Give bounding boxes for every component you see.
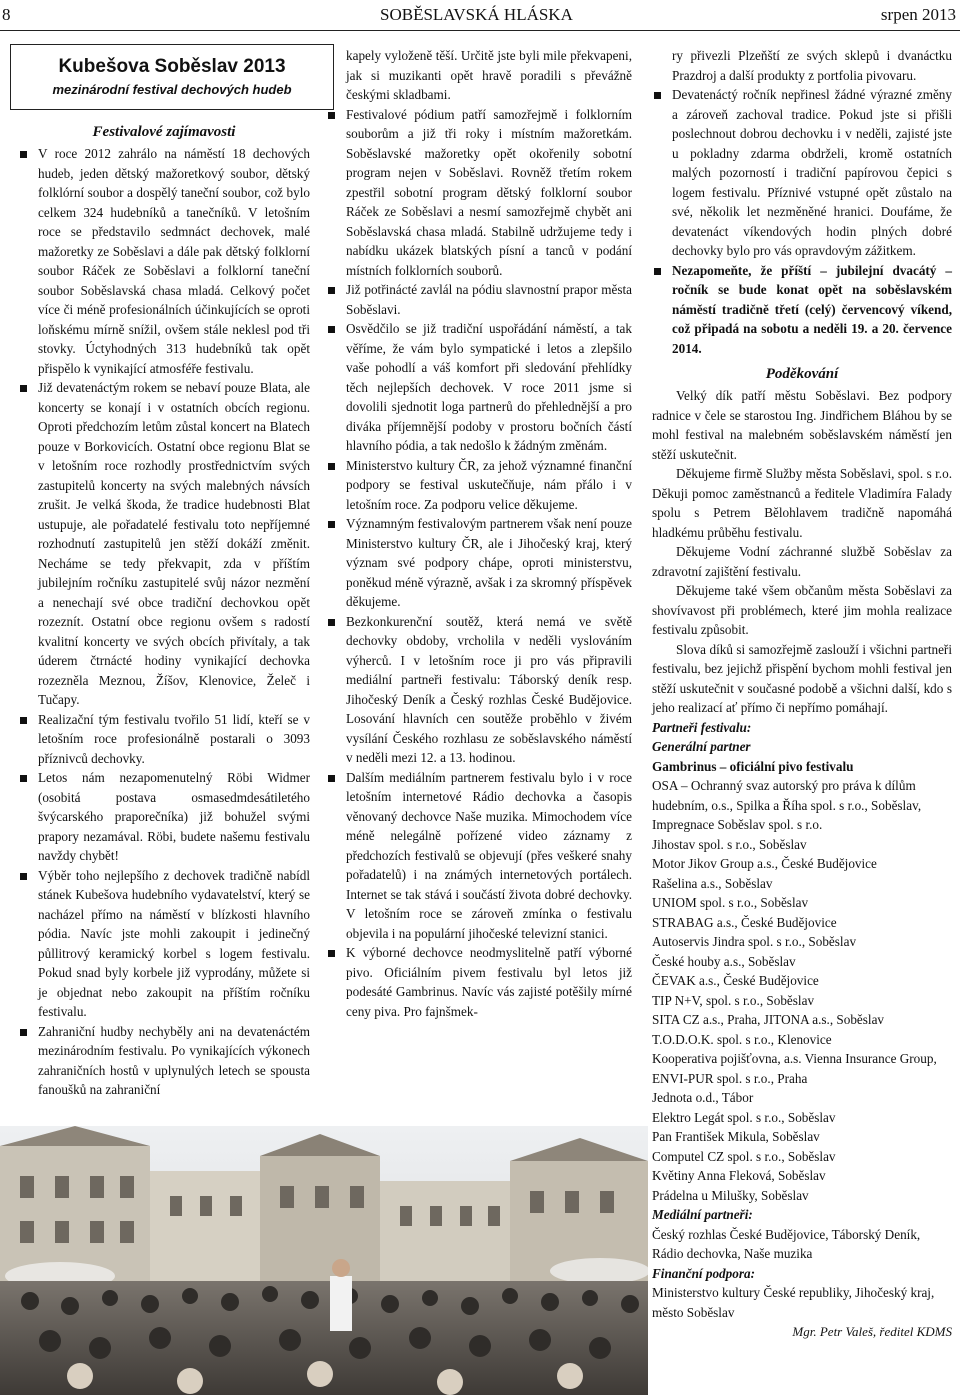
thanks-paragraph: Děkujeme firmě Služby města Soběslavi, spol. s r.o. Děkuji pomoc zaměstnanců a ředitele Vladimíra Falady spolu s Petrem Bělohlavem tradičně napomáhá hladkému průběhu festivalu.: [652, 466, 952, 540]
partner-item: SITA CZ a.s., Praha, JITONA a.s., Soběslav: [652, 1012, 885, 1027]
partner-item: Rašelina a.s., Soběslav: [652, 875, 773, 891]
partner-item: ČEVAK a.s., České Budějovice: [652, 973, 819, 988]
thanks-heading: Poděkování: [765, 366, 839, 382]
list-item: Již devatenáctým rokem se nebaví pouze Blata, ale koncerty se konají i v ostatních obcích regionu. Oproti předchozím letům zůstal koncert na Blatech pouze v Borkovicích. Ostatní obce regionu Blat se v letošním roce rozhodly prostřednictvím svých zastupitelů koncerty na svých malebných návsích zrušit. Je velká škoda, že tradice hudebnosti Blat ustupuje, ale pořadatelé festivalu toto nepříjemné rozhodnutí zastupitelů jen stěží dokáží změnit. Necháme se tedy překvapit, zda v příštím jubilejním ročníku zastupitelé svůj názor nezmění a nenechají své obce tradiční dechovkou opět rozeznít. Ostatní obce regionu ovšem s radostí kvalitní koncerty ve svých obcích přivítaly, a tak úderem čtrnácté hodiny vynikající dechovka rozezněla Meznou, Žíšov, Klenovice, Želeč i Tučapy.: [18, 378, 310, 710]
partner-item: Pan František Mikula, Soběslav: [652, 1129, 820, 1144]
festival-crowd-photo: [0, 1126, 648, 1395]
partner-item: UNIOM spol. s r.o., Soběslav: [652, 895, 809, 910]
announcement-item: Nezapomeňte, že příští – jubilejní dvacátý – ročník se bude konat opět na soběslavském náměstí tradičně třetí (celý) červencový víkend, což připadá na sobotu a neděli 19. a 20. července 2014.: [652, 261, 952, 359]
page-header: [0, 0, 960, 30]
partner-item: OSA – Ochranný svaz autorský pro práva k dílům hudebním, o.s., Spilka a Říha spol. s r.o., Soběslav, Impregnace Soběslav spol. s r.o.: [652, 778, 922, 832]
page-number: 8: [2, 5, 11, 24]
list-item: Významným festivalovým partnerem však není pouze Ministerstvo kultury ČR, ale i Jihočeský kraj, který význam své podpory chápe, oproti ministerstvu, poněkud méně výrazně, avšak i za skromný příspěvek děkujeme.: [326, 514, 632, 612]
media-partners: Český rozhlas České Budějovice, Táborský Deník, Rádio dechovka, Naše muzika: [652, 1226, 921, 1261]
partners-label: Partneři festivalu:: [652, 719, 752, 735]
finance-label: Finanční podpora:: [652, 1265, 755, 1281]
finance-supporters: Ministerstvo kultury České republiky, Jihočeský kraj, město Soběslav: [652, 1285, 935, 1320]
partner-item: Květiny Anna Fleková, Soběslav: [652, 1168, 826, 1183]
partner-item: České houby a.s., Soběslav: [652, 953, 796, 969]
list-item: Již potřinácté zavlál na pódiu slavnostní prapor města Soběslavi.: [326, 280, 632, 319]
bullet-list: [18, 144, 310, 1100]
list-item: Bezkonkurenční soutěž, která nemá ve světě dechovky obdoby, vrcholila v neděli vyslováním výherců. I v letošním roce ji pro vás připravili mediální partneři festivalu: Táborský deník resp. Jihočeský Deník a Český rozhlas České Budějovice. Losování hlavních cen soutěže proběhlo v živém vysílání Českého rozhlasu ze soběslavského náměstí v neděli mezi 12. a 13. hodinou.: [326, 612, 632, 768]
column-3: [652, 46, 952, 1342]
bullet-list: [652, 85, 952, 358]
header-rule: [0, 30, 960, 31]
article-subtitle: mezinárodní festival dechových hudeb: [52, 82, 292, 97]
list-item: Realizační tým festivalu tvořilo 51 lidí, kteří se v letošním roce profesionálně postarali o 3093 příznivců dechovky.: [18, 710, 310, 769]
issue-date: srpen 2013: [880, 5, 956, 24]
partner-item: Computel CZ spol. s r.o., Soběslav: [652, 1148, 836, 1164]
partner-item: STRABAG a.s., České Budějovice: [652, 914, 837, 930]
partner-item: TIP N+V, spol. s r.o., Soběslav: [652, 992, 815, 1008]
list-item: Výběr toho nejlepšího z dechovek tradičně nabídl stánek Kubešova hudebního vydavatelství, který se nacházel přímo na náměstí v blízkosti hlavního pódia. Navíc jste mohli zakoupit i jedinečný půllitrový keramický korbel s logem festivalu. Pokud snad byly korbele již vyprodány, můžete si je objednat nebo zakoupit na příštím ročníku festivalu.: [18, 866, 310, 1022]
media-label: Mediální partneři:: [652, 1207, 753, 1222]
list-item: Zahraniční hudby nechyběly ani na devatenáctém mezinárodním festivalu. Po vynikajících výkonech zahraničních hostů v uplynulých letech se spousta fanoušků na zahraniční: [18, 1022, 310, 1100]
crowd-photo-illustration: [0, 1126, 648, 1395]
column-2: [326, 46, 632, 1021]
partner-item: Autoservis Jindra spol. s r.o., Soběslav: [652, 934, 857, 949]
section-heading: Festivalové zajímavosti: [92, 124, 236, 140]
thanks-paragraph: Děkujeme také všem občanům města Soběslavi za shovívavost při problémech, které jim mohla realizace festivalu způsobit.: [652, 583, 952, 637]
bullet-list: [326, 105, 632, 1022]
beer-partner: Gambrinus – oficiální pivo festivalu: [652, 758, 854, 774]
partner-list: [652, 776, 952, 1205]
partner-item: Jihostav spol. s r.o., Soběslav: [652, 836, 807, 852]
list-item: Osvědčilo se již tradiční uspořádání náměstí, a tak věříme, že vám bylo sympatické i letos a zlepšilo vaše pohodlí a váš komfort při sledování přehlídky těch nejlepších dechovek. V roce 2011 jsme si dovolili sjednotit loga partnerů do přehlednější a pro diváka příjemnější podoby v prostoru bočních částí hlavního pódia, a tak nedošlo k žádným změnám.: [326, 319, 632, 456]
general-partner-label: Generální partner: [652, 739, 751, 754]
continued-paragraph: ry přivezli Plzeňští ze svých sklepů i dvanáctku Prazdroj a další produkty z portfolia pivovaru.: [672, 48, 952, 83]
list-item: Ministerstvo kultury ČR, za jehož významné finanční podpory se festival uskutečňuje, nám přálo i v letošním roce. Za podporu velice děkujeme.: [326, 456, 632, 515]
thanks-paragraph: Slova díků si samozřejmě zaslouží i všichni partneři festivalu, bez jejichž přispění bychom mohli festival jen stěží uskutečnit v současné podobě a všichni další, kdo s jeho realizací ať přímo či nepřímo pomáhají.: [652, 641, 952, 715]
partner-item: Elektro Legát spol. s r.o., Soběslav: [652, 1109, 836, 1125]
list-item: Dalším mediálním partnerem festivalu bylo i v roce letošním internetové Rádio dechovka a časopis věnovaný dechovce Naše muzika. Mimochodem více méně nelegálně pořízené video záznamy z předchozích festivalů se objevují (přes veškeré snahy pořadatelů) i na známých internetových portálech. Internet se tak stává i součástí života dobré dechovky. V letošním roce se zároveň zmínka o festivalu objevila i na populární jihočeské televizní stanici.: [326, 768, 632, 944]
list-item: K výborné dechovce neodmyslitelně patří výborné pivo. Oficiálním pivem festivalu byl letos již podesáté Gambrinus. Navíc vás zajisté potěšily mírné ceny piva. Pro fajnšmek-: [326, 943, 632, 1021]
title-box: [10, 44, 334, 110]
publication-title: SOBĚSLAVSKÁ HLÁSKA: [380, 5, 573, 24]
list-item: Devatenáctý ročník nepřinesl žádné výrazné změny a zároveň zachoval tradice. Pokud jste si přišli poslechnout dobrou dechovku i v neděli, zajisté jste u pokladny zdarma obdrželi, kromě ostatních malých pozorností i tradiční papírovou čepici s logem festivalu. Příznivé vstupné opět zůstalo na své, několik let nezměněné hranici. Doufáme, že devatenáct víkendových hodin plných dobré dechovky bylo pro vás opravdovým zážitkem.: [652, 85, 952, 261]
column-1: [18, 122, 310, 1100]
list-item: Festivalové pódium patří samozřejmě i folklorním souborům a již tři roky i místním mažoretkám. Soběslavské mažoretky opět okořenily sobotní program nejen v Soběslavi. Rovněž třetím rokem zpestřil sobotní program dětský folklorní soubor Ráček ze Soběslavi a nesmí samozřejmě chybět ani Soběslavská chasa mladá. Stabilně udržujeme tedy i nabídku ukázek blatských písní a tanců v podání místních folklorních souborů.: [326, 105, 632, 281]
partner-item: Kooperativa pojišťovna, a.s. Vienna Insurance Group, ENVI-PUR spol. s r.o., Praha: [652, 1051, 937, 1086]
partner-item: Prádelna u Milušky, Soběslav: [652, 1187, 809, 1203]
partner-item: Motor Jikov Group a.s., České Budějovice: [652, 856, 877, 871]
partner-item: Jednota o.d., Tábor: [652, 1090, 754, 1105]
article-title: Kubešova Soběslav 2013: [58, 56, 286, 77]
list-item: V roce 2012 zahrálo na náměstí 18 dechových hudeb, jeden dětský mažoretkový soubor, dětský folklórní soubor a dospělý taneční soubor, což bylo celkem 324 hudebníků a tanečníků. V letošním roce se představilo sedmnáct dechovek, malé mažoretky ze Soběslavi a dále pak dětský folklorní soubor Ráček ze Soběslavi a folklorní taneční soubor Soběslavská chasa mladá. Celkový počet více či méně profesionálních účinkujících se oproti loňskému mírně snížil, ovšem stále neklesl pod tři stovky. Úctyhodných 313 hudebníků tak opět přispělo k vynikající atmosféře festivalu.: [18, 144, 310, 378]
thanks-paragraph: Děkujeme Vodní záchranné službě Soběslav za zdravotní zajištění festivalu.: [652, 544, 952, 579]
thanks-paragraph: Velký dík patří městu Soběslavi. Bez podpory radnice v čele se starostou Ing. Jindřichem Bláhou by se mohl festival na malebném soběslavském náměstí jen stěží uskutečnit.: [652, 388, 952, 462]
continued-paragraph: kapely vyloženě těší. Určitě jste byli mile překvapeni, jak si muzikanti opět hravě poradili s převážně českými skladbami.: [346, 48, 632, 102]
author-signature: Mgr. Petr Valeš, ředitel KDMS: [792, 1324, 952, 1339]
partner-item: T.O.D.O.K. spol. s r.o., Klenovice: [652, 1031, 832, 1047]
list-item: Letos nám nezapomenutelný Röbi Widmer (osobitá postava osmasedmdesátiletého švýcarského praporečníka) již bohužel svými prapory nezamával. Röbi, budete našemu festivalu navždy chybět!: [18, 768, 310, 866]
